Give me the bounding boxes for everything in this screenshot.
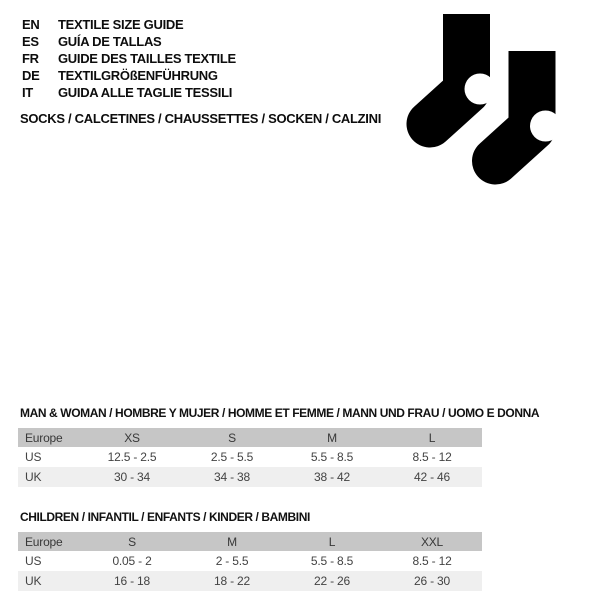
adult-uk-row <box>18 467 482 487</box>
column-header-m: M <box>182 532 282 551</box>
adult-us-row <box>18 447 482 467</box>
adult-table-title: MAN & WOMAN / HOMBRE Y MUJER / HOMME ET FEMME / MANN UND FRAU / UOMO E DONNA <box>20 406 540 420</box>
lang-code-it: IT <box>22 85 33 100</box>
size-cell: 8.5 - 12 <box>412 450 452 464</box>
sock-left-foot <box>430 91 467 124</box>
children-table-header-row <box>18 532 482 551</box>
size-cell: 22 - 26 <box>314 574 350 588</box>
size-cell: 5.5 - 8.5 <box>310 450 354 464</box>
region-cell-uk: UK <box>25 470 42 484</box>
size-cell: 5.5 - 8.5 <box>310 554 354 568</box>
adult-table-header-row <box>18 428 482 447</box>
column-header-l: L <box>282 532 382 551</box>
size-cell: 30 - 34 <box>114 470 150 484</box>
size-cell: 8.5 - 12 <box>412 554 452 568</box>
lang-row-en <box>22 16 236 33</box>
lang-code-de: DE <box>22 68 40 83</box>
size-cell: 0.05 - 2 <box>112 554 152 568</box>
column-header-europe: Europe <box>18 428 82 447</box>
lang-label-fr: GUIDE DES TAILLES TEXTILE <box>58 51 236 66</box>
lang-row-fr <box>22 50 236 67</box>
region-cell-us: US <box>25 554 42 568</box>
sock-right <box>496 51 562 161</box>
children-us-row <box>18 551 482 571</box>
size-cell: 38 - 42 <box>314 470 350 484</box>
lang-label-it: GUIDA ALLE TAGLIE TESSILI <box>58 85 233 100</box>
lang-code-en: EN <box>22 17 40 32</box>
column-header-xxl: XXL <box>382 532 482 551</box>
size-cell: 18 - 22 <box>214 574 250 588</box>
sock-left <box>430 14 496 124</box>
column-header-s: S <box>182 428 282 447</box>
category-title: SOCKS / CALCETINES / CHAUSSETTES / SOCKEN / CALZINI <box>20 111 382 126</box>
size-cell: 16 - 18 <box>114 574 150 588</box>
column-header-s: S <box>82 532 182 551</box>
size-cell: 12.5 - 2.5 <box>107 450 157 464</box>
adult-size-table <box>18 428 482 487</box>
children-uk-row <box>18 571 482 591</box>
socks-icon <box>390 0 580 190</box>
size-cell: 34 - 38 <box>214 470 250 484</box>
size-cell: 2 - 5.5 <box>215 554 249 568</box>
sock-right-foot <box>496 128 533 161</box>
children-table-title: CHILDREN / INFANTIL / ENFANTS / KINDER / BAMBINI <box>20 510 310 524</box>
size-cell: 26 - 30 <box>414 574 450 588</box>
lang-label-de: TEXTILGRÖßENFÜHRUNG <box>58 68 218 83</box>
size-cell: 2.5 - 5.5 <box>210 450 254 464</box>
lang-row-es <box>22 33 236 50</box>
adult-size-section <box>18 406 540 487</box>
children-size-table <box>18 532 482 591</box>
region-cell-us: US <box>25 450 42 464</box>
column-header-l: L <box>382 428 482 447</box>
lang-code-fr: FR <box>22 51 39 66</box>
language-list <box>22 16 236 101</box>
sock-left-heel-hole <box>465 74 496 105</box>
lang-row-de <box>22 67 236 84</box>
lang-label-es: GUÍA DE TALLAS <box>58 34 162 49</box>
column-header-xs: XS <box>82 428 182 447</box>
column-header-m: M <box>282 428 382 447</box>
size-cell: 42 - 46 <box>414 470 450 484</box>
lang-row-it <box>22 84 236 101</box>
column-header-europe: Europe <box>18 532 82 551</box>
region-cell-uk: UK <box>25 574 42 588</box>
children-size-section <box>18 510 482 591</box>
lang-label-en: TEXTILE SIZE GUIDE <box>58 17 184 32</box>
sock-right-heel-hole <box>530 111 561 142</box>
lang-code-es: ES <box>22 34 39 49</box>
